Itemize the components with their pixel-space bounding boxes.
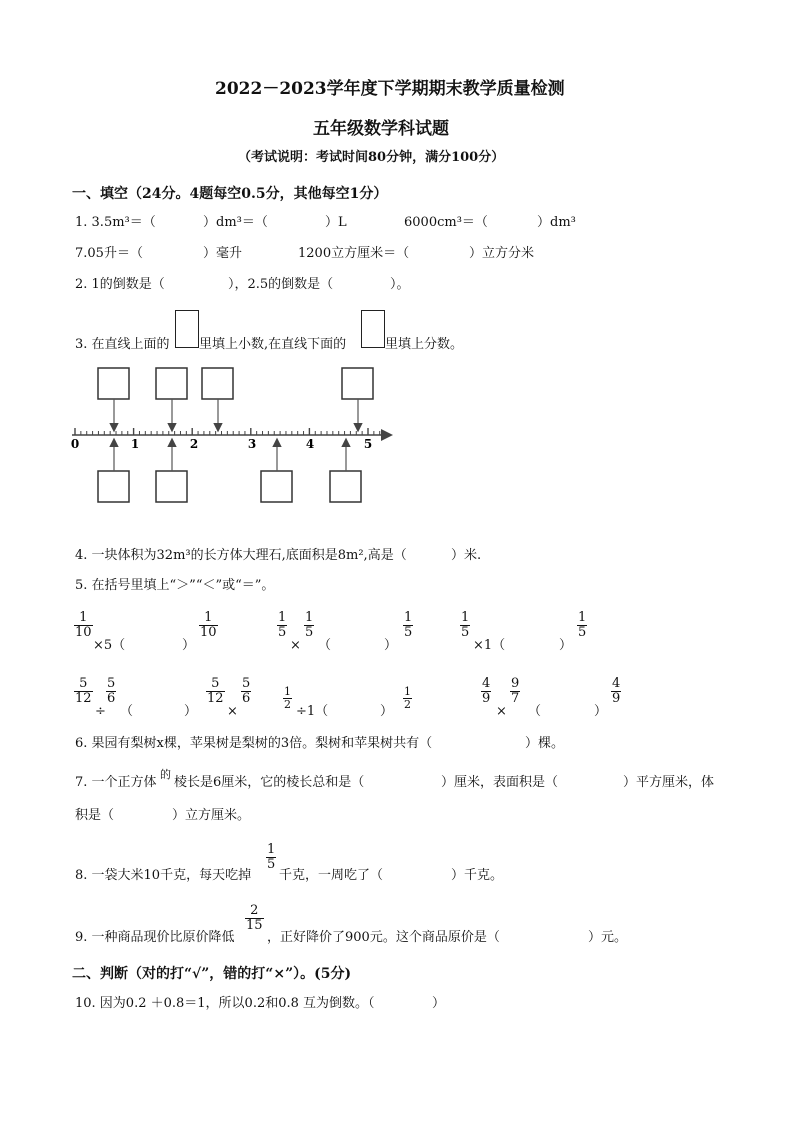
- q1-part-d: 6000cm³＝（: [404, 215, 488, 230]
- q1-part-b: ）dm³＝（: [203, 215, 268, 230]
- op-r2-1: ÷: [95, 704, 106, 719]
- numerator: 1: [204, 610, 213, 625]
- close-r1-4: ）: [384, 638, 398, 653]
- q10-part-a: 10. 因为0.2 ＋0.8＝1，所以0.2和0.8 互为倒数。（: [75, 996, 375, 1011]
- fraction-r2-2: [106, 677, 116, 706]
- op-r1-4: （: [318, 638, 332, 653]
- q7-part-d: ）平方厘米，体: [623, 775, 715, 790]
- denominator: 6: [107, 691, 116, 706]
- fraction-r1-3: [277, 611, 287, 640]
- q8-fraction: [266, 843, 276, 872]
- q3-part-a: 3. 在直线上面的: [75, 337, 170, 352]
- denominator: 6: [242, 691, 251, 706]
- numerator: 1: [404, 610, 413, 625]
- number-line-diagram: [60, 360, 400, 510]
- fraction-r1-5: [403, 611, 413, 640]
- numerator: 4: [482, 676, 491, 691]
- fraction-r2-1: [74, 677, 93, 706]
- q2-part-a: 2. 1的倒数是（: [75, 277, 165, 292]
- q3-inline-box-1: [175, 310, 199, 348]
- section-1-heading: 一、填空（24分。4题每空0.5分，其他每空1分）: [72, 186, 388, 202]
- numerator: 1: [79, 610, 88, 625]
- answer-box-bottom-4: [330, 471, 361, 502]
- tick-label-4: 4: [305, 437, 315, 451]
- op-r2-2: （: [120, 704, 134, 719]
- fraction-r1-7: [577, 611, 587, 640]
- q1-part-f: 7.05升＝（: [75, 246, 143, 261]
- q3-inline-box-2: [361, 310, 385, 348]
- close-r2-5: ）: [380, 704, 394, 719]
- answer-box-bottom-1: [98, 471, 129, 502]
- q1-part-a: 1. 3.5m³＝（: [75, 215, 156, 230]
- denominator: 7: [511, 691, 520, 706]
- close-r2-8: ）: [594, 704, 608, 719]
- numerator: 4: [612, 676, 621, 691]
- denominator: 5: [305, 625, 314, 640]
- denominator: 2: [404, 698, 411, 711]
- q4-part-b: ）米.: [451, 548, 482, 563]
- q7-part-f: ）立方厘米。: [172, 808, 251, 823]
- tick-label-5: 5: [363, 437, 373, 451]
- q8-part-c: ）千克。: [451, 868, 504, 883]
- q9-part-a: 9. 一种商品现价比原价降低: [75, 930, 235, 945]
- q7-part-a: 7. 一个正方体: [75, 775, 157, 790]
- q3-part-b: 里填上小数,在直线下面的: [199, 337, 347, 352]
- fraction-r2-6: [403, 686, 412, 711]
- q9-part-c: ）元。: [588, 930, 628, 945]
- op-r2-3: ×: [227, 704, 238, 719]
- fraction-r2-3: [206, 677, 225, 706]
- numerator: 1: [461, 610, 470, 625]
- q2-part-b: ），2.5的倒数是（: [228, 277, 334, 292]
- q1-part-e: ）dm³: [537, 215, 576, 230]
- denominator: 2: [284, 698, 291, 711]
- q1-part-i: ）立方分米: [469, 246, 535, 261]
- tick-label-1: 1: [130, 437, 140, 451]
- fraction-r1-2: [199, 611, 218, 640]
- fraction-r2-7: [481, 677, 491, 706]
- denominator: 5: [404, 625, 413, 640]
- denominator: 12: [75, 691, 92, 706]
- q4-part-a: 4. 一块体积为32m³的长方体大理石,底面积是8m²,高是（: [75, 548, 407, 563]
- denominator: 10: [200, 625, 217, 640]
- q9-fraction: [245, 904, 264, 933]
- answer-box-bottom-2: [156, 471, 187, 502]
- q10-part-b: ）: [432, 996, 446, 1011]
- denominator: 5: [578, 625, 587, 640]
- fraction-r2-8: [510, 677, 520, 706]
- tick-label-3: 3: [247, 437, 257, 451]
- denominator: 5: [278, 625, 287, 640]
- q2-part-c: ）。: [390, 277, 410, 292]
- tick-label-0: 0: [70, 437, 80, 451]
- denominator: 9: [482, 691, 491, 706]
- answer-box-top-1: [98, 368, 129, 399]
- answer-box-top-4: [342, 368, 373, 399]
- denominator: 10: [75, 625, 92, 640]
- numerator: 1: [305, 610, 314, 625]
- denominator: 12: [207, 691, 224, 706]
- q9-part-b: ，正好降价了900元。这个商品原价是（: [267, 930, 500, 945]
- op-r2-7: ×: [496, 704, 507, 719]
- close-r2-2: ）: [184, 704, 198, 719]
- denominator: 15: [246, 918, 263, 933]
- exam-note: （考试说明：考试时间80分钟，满分100分）: [238, 150, 505, 165]
- q7-part-e: 积是（: [75, 808, 115, 823]
- numerator: 5: [79, 676, 88, 691]
- op-r1-3: ×: [290, 638, 301, 653]
- fraction-r1-6: [460, 611, 470, 640]
- q7-superscript: 的: [160, 768, 171, 781]
- numerator: 5: [211, 676, 220, 691]
- fraction-r1-1: [74, 611, 93, 640]
- close-r1-1: ）: [182, 638, 196, 653]
- exam-title: 2022－2023学年度下学期期末教学质量检测: [215, 79, 565, 99]
- answer-box-top-2: [156, 368, 187, 399]
- numerator: 1: [404, 685, 411, 698]
- q5-instruction: 5. 在括号里填上“＞”“＜”或“＝”。: [75, 578, 275, 593]
- denominator: 9: [612, 691, 621, 706]
- numerator: 1: [278, 610, 287, 625]
- op-r1-1: ×5（: [93, 638, 126, 653]
- q1-part-g: ）毫升: [203, 246, 243, 261]
- denominator: 5: [267, 857, 276, 872]
- numerator: 5: [242, 676, 251, 691]
- fraction-r2-4: [241, 677, 251, 706]
- op-r2-8: （: [528, 704, 542, 719]
- numerator: 2: [250, 903, 259, 918]
- q7-part-b: 棱长是6厘米，它的棱长总和是（: [174, 775, 365, 790]
- q8-part-a: 8. 一袋大米10千克，每天吃掉: [75, 868, 252, 883]
- section-2-heading: 二、判断（对的打“√”，错的打“×”）。(5分): [72, 966, 352, 982]
- numerator: 1: [284, 685, 291, 698]
- answer-box-bottom-3: [261, 471, 292, 502]
- q7-part-c: ）厘米，表面积是（: [441, 775, 559, 790]
- answer-box-top-3: [202, 368, 233, 399]
- q3-part-c: 里填上分数。: [385, 337, 464, 352]
- close-r1-6: ）: [559, 638, 573, 653]
- exam-subtitle: 五年级数学科试题: [313, 119, 449, 139]
- denominator: 5: [461, 625, 470, 640]
- q8-part-b: 千克，一周吃了（: [279, 868, 384, 883]
- fraction-r2-5: [283, 686, 292, 711]
- numerator: 9: [511, 676, 520, 691]
- q1-part-c: ）L: [325, 215, 347, 230]
- q6-part-a: 6. 果园有梨树x棵，苹果树是梨树的3倍。梨树和苹果树共有（: [75, 736, 433, 751]
- fraction-r1-4: [304, 611, 314, 640]
- q1-part-h: 1200立方厘米＝（: [298, 246, 410, 261]
- numerator: 1: [578, 610, 587, 625]
- op-r1-6: ×1（: [473, 638, 506, 653]
- tick-label-2: 2: [189, 437, 199, 451]
- numerator: 5: [107, 676, 116, 691]
- fraction-r2-9: [611, 677, 621, 706]
- q6-part-b: ）棵。: [525, 736, 565, 751]
- numerator: 1: [267, 842, 276, 857]
- op-r2-5: ÷1（: [296, 704, 329, 719]
